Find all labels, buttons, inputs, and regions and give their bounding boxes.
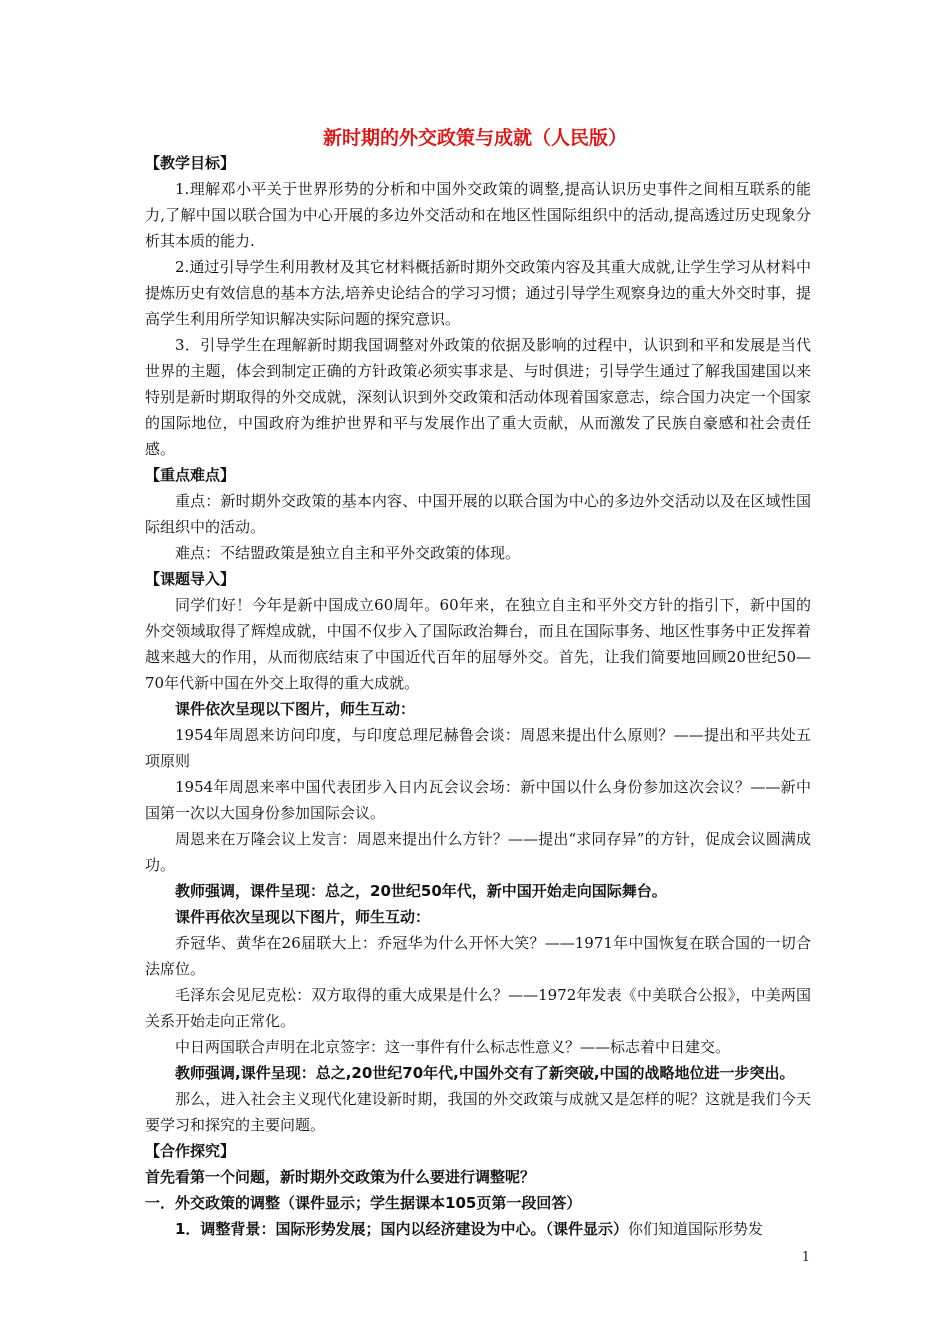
explore-item-1-rest: 你们知道国际形势发: [627, 1220, 763, 1238]
intro-paragraph: 1954年周恩来访问印度，与印度总理尼赫鲁会谈：周恩来提出什么原则？——提出和平共处五项原则: [145, 726, 811, 770]
intro-paragraph: 那么，进入社会主义现代化建设新时期，我国的外交政策与成就又是怎样的呢？这就是我们今天要学习和探究的主要问题。: [145, 1090, 811, 1134]
intro-bold-note: 教师强调，课件呈现：总之，20世纪50年代，新中国开始走向国际舞台。: [175, 882, 667, 900]
intro-paragraph: 1954年周恩来率中国代表团步入日内瓦会议会场：新中国以什么身份参加这次会议？——新中国第一次以大国身份参加国际会议。: [145, 778, 811, 822]
document-body: [145, 150, 811, 1242]
goal-paragraph: 3．引导学生在理解新时期我国调整对外政策的依据及影响的过程中，认识到和平和发展是当代世界的主题，体会到制定正确的方针政策必须实事求是、与时俱进；引导学生通过了解我国建国以来特别是新时期取得的外交成就，深刻认识到外交政策和活动体现着国家意志，综合国力决定一个国家的国际地位，中国政府为维护世界和平与发展作出了重大贡献，从而激发了民族自豪感和社会责任感。: [145, 336, 811, 458]
goal-paragraph: 2.通过引导学生利用教材及其它材料概括新时期外交政策内容及其重大成就,让学生学习从材料中提炼历史有效信息的基本方法,培养史论结合的学习习惯；通过引导学生观察身边的重大外交时事，提高学生利用所学知识解决实际问题的探究意识。: [145, 258, 811, 328]
section-heading-explore: 【合作探究】: [145, 1142, 236, 1160]
intro-paragraph: 毛泽东会见尼克松：双方取得的重大成果是什么？——1972年发表《中美联合公报》，中美两国关系开始走向正常化。: [145, 986, 811, 1030]
explore-heading-1-text: 一．外交政策的调整（课件显示；学生据课本105页第一段回答）: [145, 1194, 582, 1212]
explore-item-1: [145, 1216, 811, 1242]
intro-bold-note: 课件依次呈现以下图片，师生互动：: [175, 700, 416, 718]
section-heading-key: 【重点难点】: [145, 466, 236, 484]
intro-paragraph: 同学们好！今年是新中国成立60周年。60年来，在独立自主和平外交方针的指引下，新中国的外交领域取得了辉煌成就，中国不仅步入了国际政治舞台，而且在国际事务、地区性事务中正发挥着越来越大的作用，从而彻底结束了中国近代百年的屈辱外交。首先，让我们简要地回顾20世纪50—70年代新中国在外交上取得的重大成就。: [145, 596, 811, 692]
key-paragraph: 重点：新时期外交政策的基本内容、中国开展的以联合国为中心的多边外交活动以及在区域性国际组织中的活动。: [145, 492, 811, 536]
key-paragraph: 难点：不结盟政策是独立自主和平外交政策的体现。: [175, 544, 521, 562]
explore-heading-1: [145, 1190, 811, 1216]
page-number: 1: [801, 1250, 810, 1265]
intro-bold-note: 课件再依次呈现以下图片，师生互动：: [175, 908, 431, 926]
explore-question: 首先看第一个问题，新时期外交政策为什么要进行调整呢？: [145, 1168, 536, 1186]
explore-item-1-bold: 1．调整背景：国际形势发展；国内以经济建设为中心。（课件显示）: [175, 1220, 628, 1238]
goal-paragraph: 1.理解邓小平关于世界形势的分析和中国外交政策的调整,提高认识历史事件之间相互联系的能力,了解中国以联合国为中心开展的多边外交活动和在地区性国际组织中的活动,提高透过历史现象分析其本质的能力.: [145, 180, 811, 250]
intro-paragraph: 中日两国联合声明在北京签字：这一事件有什么标志性意义？——标志着中日建交。: [175, 1038, 731, 1056]
intro-bold-note: 教师强调,课件呈现：总之,20世纪70年代,中国外交有了新突破,中国的战略地位进一步突出。: [175, 1064, 795, 1082]
section-heading-goals: 【教学目标】: [145, 154, 236, 172]
document-title: 新时期的外交政策与成就（人民版）: [322, 127, 627, 149]
intro-paragraph: 乔冠华、黄华在26届联大上：乔冠华为什么开怀大笑？——1971年中国恢复在联合国的一切合法席位。: [145, 934, 811, 978]
section-heading-intro: 【课题导入】: [145, 570, 236, 588]
intro-paragraph: 周恩来在万隆会议上发言：周恩来提出什么方针？——提出“求同存异”的方针，促成会议圆满成功。: [145, 830, 811, 874]
